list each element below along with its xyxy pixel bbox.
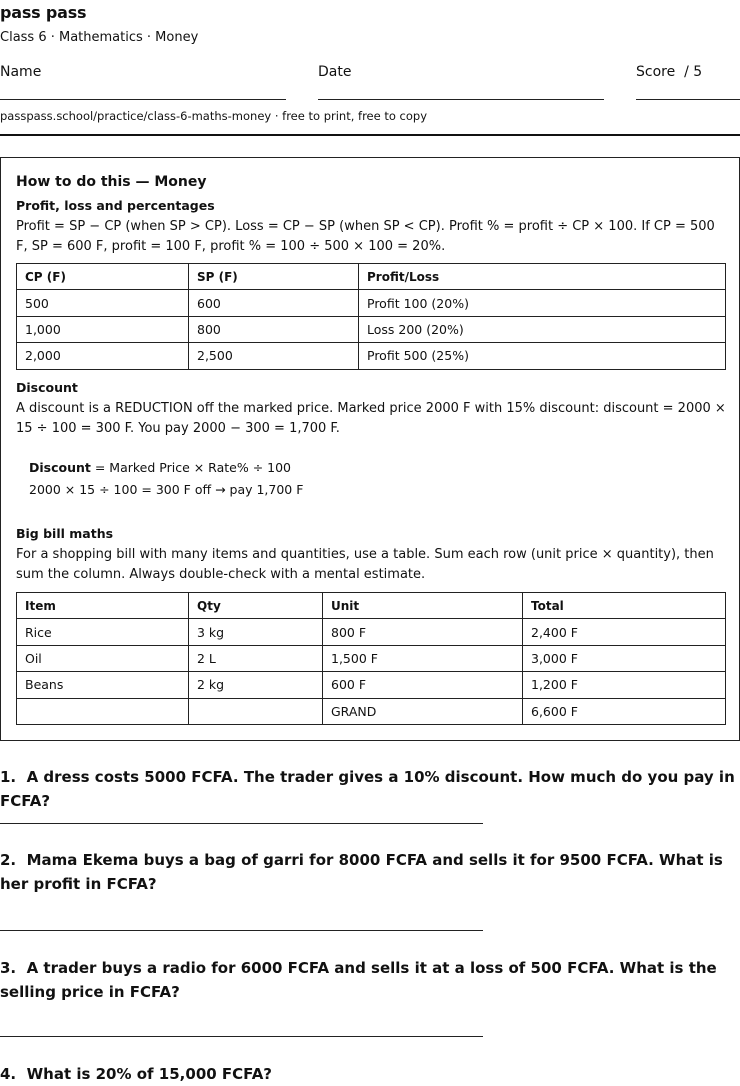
question-2 — [0, 848, 740, 896]
table-cell: 6,600 F — [523, 698, 726, 724]
table-header-row — [17, 593, 726, 619]
question-4 — [0, 1062, 740, 1086]
table-row — [17, 672, 726, 698]
table-cell: 800 F — [323, 619, 523, 645]
score-line — [636, 99, 740, 100]
formula-rest: = Marked Price × Rate% ÷ 100 — [90, 460, 292, 475]
table-cell: 1,200 F — [523, 672, 726, 698]
table-header-cell: Total — [523, 593, 726, 619]
discount-section-text: A discount is a REDUCTION off the marked price. Marked price 2000 F with 15% discount: discount = 2000 × 15 ÷ 100 = 300 F. You pay 2000 − 300 = 1,700 F. — [16, 401, 726, 436]
question-text: A trader buys a radio for 6000 FCFA and sells it at a loss of 500 FCFA. What is the selling price in FCFA? — [0, 959, 717, 1001]
question-number: 3. — [0, 959, 17, 977]
table-cell: 1,500 F — [323, 645, 523, 671]
table-cell: 2,500 — [189, 343, 359, 369]
bill-table — [16, 592, 726, 725]
profit-section-title: Profit, loss and percentages — [16, 198, 215, 213]
table-row — [17, 343, 726, 369]
table-row — [17, 316, 726, 342]
header-divider — [0, 134, 740, 136]
name-label: Name — [0, 64, 42, 80]
howto-title: How to do this — Money — [16, 174, 207, 190]
table-cell: Beans — [17, 672, 189, 698]
table-row — [17, 645, 726, 671]
table-header-cell: Profit/Loss — [359, 264, 726, 290]
profit-table — [16, 263, 726, 370]
table-header-cell: Qty — [189, 593, 323, 619]
table-header-cell: CP (F) — [17, 264, 189, 290]
worksheet-subtitle: Class 6 · Mathematics · Money — [0, 30, 199, 45]
score-label: Score / 5 — [636, 64, 703, 80]
table-cell: 3,000 F — [523, 645, 726, 671]
answer-line-3[interactable] — [0, 1036, 483, 1037]
table-cell: 600 F — [323, 672, 523, 698]
table-cell — [17, 698, 189, 724]
table-header-cell: Unit — [323, 593, 523, 619]
question-number: 4. — [0, 1065, 17, 1083]
question-number: 2. — [0, 851, 17, 869]
date-line — [318, 99, 604, 100]
bill-section-title: Big bill maths — [16, 526, 114, 541]
question-text: What is 20% of 15,000 FCFA? — [26, 1065, 272, 1083]
question-number: 1. — [0, 768, 17, 786]
table-cell — [189, 698, 323, 724]
question-3 — [0, 956, 740, 1004]
table-header-row — [17, 264, 726, 290]
table-row — [17, 619, 726, 645]
profit-section-text: Profit = SP − CP (when SP > CP). Loss = CP − SP (when SP < CP). Profit % = profit ÷ CP × 100. If CP = 500 F, SP = 600 F, profit = 100 F, profit % = 100 ÷ 500 × 100 = 20%. — [16, 219, 715, 254]
table-row — [17, 698, 726, 724]
table-header-cell: Item — [17, 593, 189, 619]
table-cell: Profit 100 (20%) — [359, 290, 726, 316]
url-line: passpass.school/practice/class-6-maths-money · free to print, free to copy — [0, 109, 428, 123]
table-header-cell: SP (F) — [189, 264, 359, 290]
table-cell: Oil — [17, 645, 189, 671]
answer-line-2[interactable] — [0, 930, 483, 931]
table-cell: 1,000 — [17, 316, 189, 342]
bill-section-text: For a shopping bill with many items and quantities, use a table. Sum each row (unit price × quantity), then sum the column. Always double-check with a mental estimate. — [16, 547, 714, 582]
table-cell: Loss 200 (20%) — [359, 316, 726, 342]
table-cell: Profit 500 (25%) — [359, 343, 726, 369]
name-line — [0, 99, 286, 100]
table-cell: 2,000 — [17, 343, 189, 369]
table-cell: 2,400 F — [523, 619, 726, 645]
question-text: Mama Ekema buys a bag of garri for 8000 FCFA and sells it for 9500 FCFA. What is her profit in FCFA? — [0, 851, 723, 893]
discount-section-title: Discount — [16, 380, 78, 395]
formula-term: Discount — [29, 460, 91, 475]
brand-logo: pass pass — [0, 3, 87, 22]
table-cell: 500 — [17, 290, 189, 316]
question-1 — [0, 765, 740, 813]
answer-line-1[interactable] — [0, 823, 483, 824]
table-cell: Rice — [17, 619, 189, 645]
table-row — [17, 290, 726, 316]
date-label: Date — [318, 64, 352, 80]
howto-box — [0, 157, 740, 741]
table-cell: 3 kg — [189, 619, 323, 645]
table-cell: GRAND — [323, 698, 523, 724]
table-cell: 2 kg — [189, 672, 323, 698]
table-cell: 800 — [189, 316, 359, 342]
table-cell: 2 L — [189, 645, 323, 671]
table-cell: 600 — [189, 290, 359, 316]
discount-formula — [29, 457, 291, 479]
question-text: A dress costs 5000 FCFA. The trader gives a 10% discount. How much do you pay in FCFA? — [0, 768, 735, 810]
discount-example: 2000 × 15 ÷ 100 = 300 F off → pay 1,700 F — [29, 482, 304, 497]
